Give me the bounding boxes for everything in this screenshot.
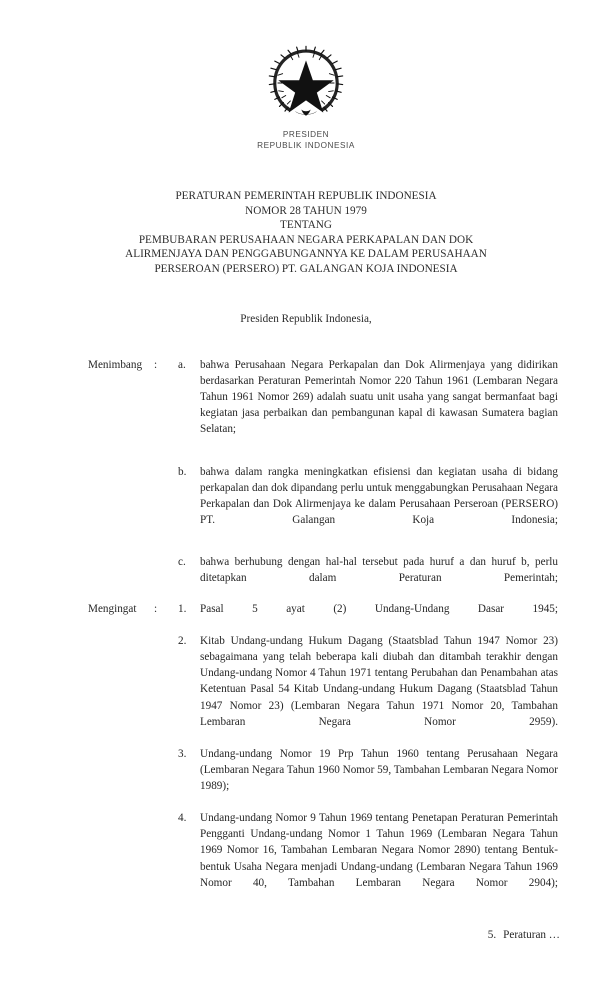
title-line-5: ALIRMENJAYA DAN PENGGABUNGANNYA KE DALAM PERUSAHAAN xyxy=(125,248,487,261)
clause-marker: c. xyxy=(178,556,186,569)
emblem-caption xyxy=(0,130,612,151)
clause-text: Pasal 5 ayat (2) Undang-Undang Dasar 1945; xyxy=(200,603,558,615)
title-line-1: PERATURAN PEMERINTAH REPUBLIK INDONESIA xyxy=(175,190,437,202)
clause-text: bahwa berhubung dengan hal-hal tersebut pada huruf a dan huruf b, perlu ditetapkan dalam Peraturan Pemerintah; xyxy=(200,556,558,585)
title-line-2: NOMOR 28 TAHUN 1979 xyxy=(245,204,367,217)
clause-marker: 3. xyxy=(178,747,187,760)
section-menimbang-items xyxy=(178,357,558,602)
clause-item xyxy=(178,810,558,907)
footer-continuation-text: Peraturan … xyxy=(503,929,560,941)
clause-marker: b. xyxy=(178,465,187,478)
clause-text: bahwa dalam rangka meningkatkan efisiensi dan kegiatan usaha di bidang perkapalan dan dok dipandang perlu untuk menggabungkan Perusahaan Negara Perkapalan dan Dok Alirmenjaya ke dalam Perusahaan Perseroan (PERSERO) PT. Galangan Koja Indonesia; xyxy=(200,465,558,526)
clause-item xyxy=(178,464,558,544)
title-line-4: PEMBUBARAN PERUSAHAAN NEGARA PERKAPALAN DAN DOK xyxy=(138,233,474,246)
opening-line: Presiden Republik Indonesia, xyxy=(240,313,372,325)
clause-marker: 2. xyxy=(178,635,187,648)
emblem-caption-line-1: PRESIDEN xyxy=(282,130,330,139)
clause-text: Undang-undang Nomor 19 Prp Tahun 1960 tentang Perusahaan Negara (Lembaran Negara Tahun 1960 Nomor 59, Tambahan Lembaran Negara Nomor 1989); xyxy=(200,747,558,793)
section-menimbang-colon: : xyxy=(154,359,158,371)
section-menimbang-label: Menimbang xyxy=(88,359,143,371)
clause-item xyxy=(178,746,558,810)
section-menimbang xyxy=(88,357,558,602)
clause-item xyxy=(178,601,558,633)
footer-continuation-marker: 5. xyxy=(487,929,497,941)
section-mengingat-items xyxy=(178,601,558,907)
garuda-star-wreath-emblem xyxy=(267,44,345,122)
clause-marker: 1. xyxy=(178,603,187,615)
section-mengingat-colon: : xyxy=(154,603,158,615)
footer-continuation xyxy=(0,929,560,941)
section-mengingat xyxy=(88,601,558,907)
clause-marker: 4. xyxy=(178,812,187,825)
clause-item xyxy=(178,554,558,602)
clause-item xyxy=(178,357,558,454)
title-line-3: TENTANG xyxy=(280,219,332,232)
emblem-caption-line-2: REPUBLIK INDONESIA xyxy=(257,140,355,150)
clause-text: bahwa Perusahaan Negara Perkapalan dan Dok Alirmenjaya yang didirikan berdasarkan Peraturan Pemerintah Nomor 220 Tahun 1961 (Lembaran Negara Tahun 1961 Nomor 269) adalah suatu unit usaha yang sangat bermanfaat bagi kegiatan jasa perbaikan dan pembangunan kapal di kawasan Sumatera bagian Selatan; xyxy=(200,359,558,436)
clause-item xyxy=(178,633,558,746)
title-line-6: PERSEROAN (PERSERO) PT. GALANGAN KOJA INDONESIA xyxy=(154,262,458,275)
clause-text: Kitab Undang-undang Hukum Dagang (Staatsblad Tahun 1947 Nomor 23) sebagaimana yang telah beberapa kali diubah dan ditambah terakhir dengan Undang-undang Nomor 4 Tahun 1971 tentang Perubahan dan Penambahan atas Ketentuan Pasal 54 Kitab Undang-undang Hukum Dagang (Staatsblad Tahun 1947 Nomor 23) (Lembaran Negara Tahun 1971 Nomor 20, Tambahan Lembaran Negara Nomor 2959). xyxy=(200,635,558,728)
clause-text: Undang-undang Nomor 9 Tahun 1969 tentang Penetapan Peraturan Pemerintah Pengganti Undang-undang Nomor 1 Tahun 1969 (Lembaran Negara Tahun 1969 Nomor 16, Tambahan Lembaran Negara Nomor 2890) tentang Bentuk-bentuk Usaha Negara menjadi Undang-undang (Lembaran Negara Tahun 1969 Nomor 40, Tambahan Lembaran Negara Nomor 2904); xyxy=(200,812,558,889)
clause-marker: a. xyxy=(178,359,186,371)
presidential-emblem-block xyxy=(0,44,612,151)
document-title xyxy=(0,189,612,277)
section-mengingat-label: Mengingat xyxy=(88,603,137,615)
